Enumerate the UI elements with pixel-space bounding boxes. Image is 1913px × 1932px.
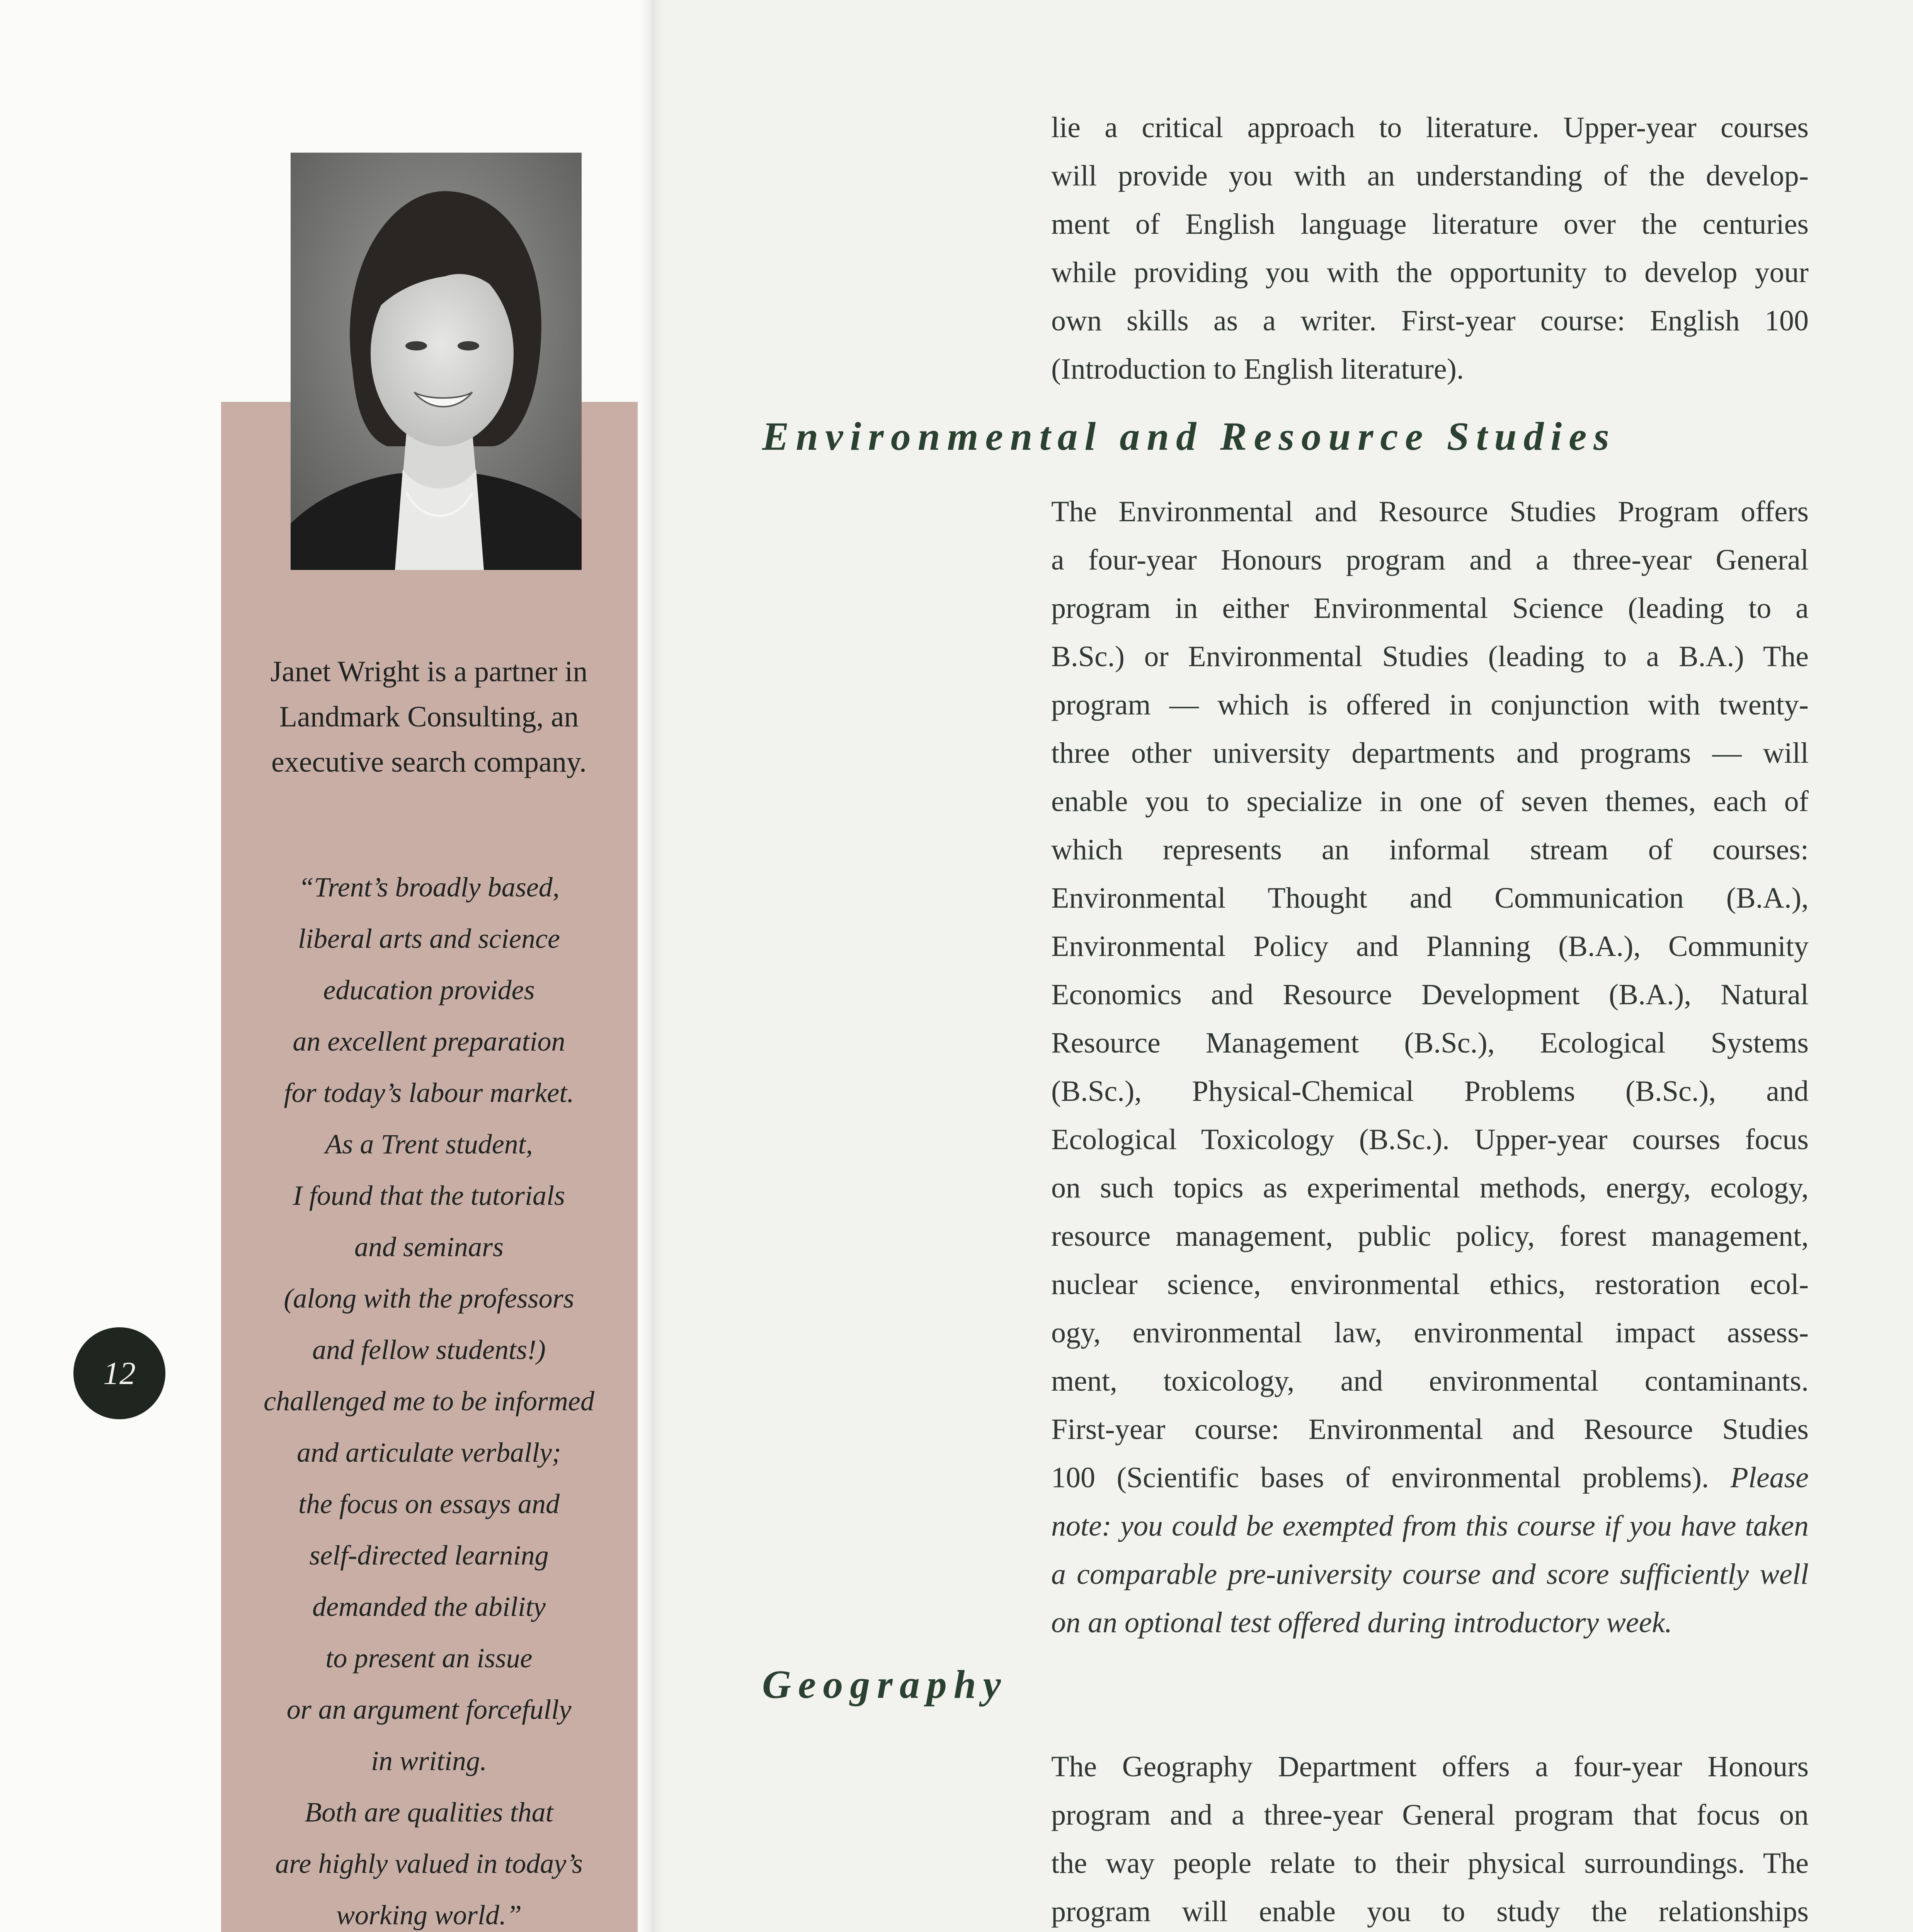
text-line: on such topics as experimental methods, energy, ecology, [1051,1172,1809,1204]
quote-line: in writing. [371,1745,487,1776]
note-line: note: you could be exempted from this course if you have taken [1051,1510,1809,1542]
text-line: ment of English language literature over the centuries [1051,208,1809,240]
text-line: ment, toxicology, and environmental contaminants. [1051,1365,1809,1397]
text-line: enable you to specialize in one of seven themes, each of [1051,785,1809,818]
text-segment: 100 (Scientific bases of environmental problems). [1051,1461,1709,1494]
quote-line: for today’s labour market. [284,1077,574,1108]
quote-line: an excellent preparation [293,1026,565,1057]
quote-line: Both are qualities that [305,1797,553,1828]
quote-line: I found that the tutorials [293,1180,565,1211]
quote-line: (along with the professors [284,1283,574,1314]
text-line: Environmental Thought and Communication (B.A.), [1051,882,1809,914]
text-line: ogy, environmental law, environmental impact assess- [1051,1316,1809,1349]
text-line: Resource Management (B.Sc.), Ecological Systems [1051,1027,1809,1059]
geography-heading: Geography [762,1662,1008,1707]
quote-line: challenged me to be informed [264,1386,594,1417]
note-lead: Please [1730,1461,1809,1494]
quote-line: demanded the ability [312,1591,546,1622]
portrait-photo [291,153,582,570]
text-line: lie a critical approach to literature. Upper-year courses [1051,111,1809,144]
text-line: B.Sc.) or Environmental Studies (leading to a B.A.) The [1051,640,1809,673]
quote-line: self-directed learning [309,1540,549,1571]
text-line: a four-year Honours program and a three-year General [1051,544,1809,576]
caption-line: Janet Wright is a partner in [270,655,588,688]
text-line: (B.Sc.), Physical-Chemical Problems (B.Sc.), and [1051,1075,1809,1107]
quote-line: As a Trent student, [325,1129,533,1160]
quote-line: the focus on essays and [298,1488,560,1519]
environmental-heading: Environmental and Resource Studies [762,414,1616,459]
portrait-caption [236,649,622,785]
english-section-text [1051,104,1809,393]
page-fold [640,0,663,1932]
page-number: 12 [73,1327,165,1419]
text-line: three other university departments and programs — will [1051,737,1809,769]
text-line: (Introduction to English literature). [1051,353,1464,385]
caption-line: executive search company. [271,746,587,778]
quote-line: or an argument forcefully [286,1694,572,1725]
quote-line: education provides [323,975,535,1005]
quote-line: liberal arts and science [298,923,560,954]
text-line: Ecological Toxicology (B.Sc.). Upper-year courses focus [1051,1123,1809,1156]
note-line: a comparable pre-university course and score sufficiently well [1051,1558,1809,1590]
text-line: First-year course: Environmental and Resource Studies [1051,1413,1809,1446]
quote-line: are highly valued in today’s [275,1848,583,1879]
text-line: program and a three-year General program that focus on [1051,1799,1809,1831]
text-line: Environmental Policy and Planning (B.A.), Community [1051,930,1809,963]
text-line: the way people relate to their physical surroundings. The [1051,1847,1809,1879]
quote-line: “Trent’s broadly based, [298,872,560,903]
quote-line: and articulate verbally; [297,1437,561,1468]
environmental-section-text [1051,488,1809,1647]
quote-line: and seminars [354,1231,504,1262]
text-line: program will enable you to study the relationships [1051,1895,1809,1928]
quote-line: working world.” [336,1900,522,1930]
geography-section-text [1051,1743,1809,1932]
text-line: The Geography Department offers a four-year Honours [1051,1750,1809,1783]
text-line [1051,1454,1809,1502]
text-line: program — which is offered in conjunction with twenty- [1051,689,1809,721]
text-line: Economics and Resource Development (B.A.), Natural [1051,978,1809,1011]
quote-line: to present an issue [325,1643,533,1673]
text-line: which represents an informal stream of courses: [1051,833,1809,866]
caption-line: Landmark Consulting, an [279,701,579,733]
text-line: while providing you with the opportunity to develop your [1051,256,1809,289]
text-line: resource management, public policy, forest management, [1051,1220,1809,1252]
text-line: will provide you with an understanding of the develop- [1051,160,1809,192]
text-line: nuclear science, environmental ethics, restoration ecol- [1051,1268,1809,1301]
text-line: The Environmental and Resource Studies Program offers [1051,495,1809,528]
text-line: own skills as a writer. First-year course: English 100 [1051,304,1809,337]
quote-line: and fellow students!) [312,1334,546,1365]
testimonial-quote [232,862,626,1932]
portrait-image [291,153,582,570]
text-line: program in either Environmental Science (leading to a [1051,592,1809,624]
note-line: on an optional test offered during introductory week. [1051,1606,1673,1639]
